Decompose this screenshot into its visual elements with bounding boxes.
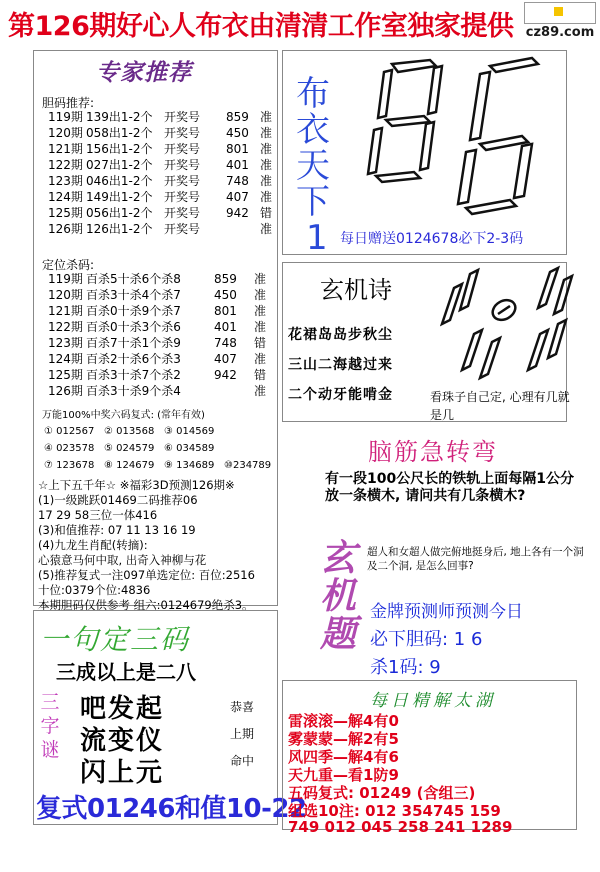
poem-line: 三山二海越过来	[288, 357, 393, 373]
pos-period: 123期	[48, 336, 83, 350]
site-label: cz89.com	[525, 25, 595, 40]
meiri-line: 天九重—看1防9	[288, 766, 399, 784]
xuanjiti-title	[318, 540, 358, 654]
yiju-line: 三成以上是二八	[56, 660, 196, 684]
dan-result: 859	[226, 110, 249, 124]
forecast-line: (5)推荐复式一注097单选定位: 百位:2516	[38, 568, 255, 582]
gongxi-text: 上期	[230, 727, 255, 741]
xuanji-title: 玄机诗	[320, 276, 392, 304]
xuanji-note: 看珠子自己定, 心理有几就是几	[430, 390, 570, 422]
dan-status: 准	[260, 174, 273, 188]
pos-period: 121期	[48, 304, 83, 318]
combo-label: 万能100%中奖六码复式: (常年有效)	[42, 410, 205, 421]
riddle-phrase: 闪上元	[80, 758, 165, 788]
pos-period: 124期	[48, 352, 83, 366]
meiri-line: 风四季—解4有6	[288, 748, 399, 766]
pos-result: 748	[214, 336, 237, 350]
fushi-text: 复式01246和值10-22	[36, 794, 307, 824]
hand-drawn-86-icon	[362, 52, 567, 227]
dan-result: 401	[226, 158, 249, 172]
dan-period: 120期	[48, 126, 83, 140]
dan-num: 046出1-2个	[86, 174, 153, 188]
dan-status: 准	[260, 190, 273, 204]
pos-num: 百杀0十杀3个杀6	[86, 320, 181, 334]
dan-open: 开奖号	[164, 222, 201, 236]
xuanjiti-char: 题	[319, 614, 356, 655]
sha-code: 杀1码: 9	[370, 657, 441, 678]
dan-num: 149出1-2个	[86, 190, 153, 204]
riddle-phrase: 吧发起	[80, 694, 165, 724]
pos-num: 百杀0十杀9个杀7	[86, 304, 181, 318]
dan-open: 开奖号	[164, 158, 201, 172]
expert-title: 专家推荐	[96, 60, 192, 86]
dan-period: 122期	[48, 158, 83, 172]
pos-status: 错	[254, 336, 267, 350]
pos-status: 准	[254, 352, 267, 366]
sanzi-char: 谜	[40, 739, 60, 761]
dan-num: 139出1-2个	[86, 110, 153, 124]
combo-item: ③ 014569	[164, 426, 215, 437]
dan-code: 必下胆码: 1 6	[370, 629, 483, 650]
dan-num: 056出1-2个	[86, 206, 153, 220]
daily-gift: 每日赠送0124678必下2-3码	[340, 231, 524, 247]
pos-result: 450	[214, 288, 237, 302]
dan-period: 126期	[48, 222, 83, 236]
pos-result: 407	[214, 352, 237, 366]
forecast-line: 本期胆码仅供参考 组六:0124679绝杀3。	[38, 598, 254, 612]
forecast-line: 十位:0379个位:4836	[38, 583, 151, 597]
dan-result: 748	[226, 174, 249, 188]
combo-item: ⑤ 024579	[104, 443, 155, 454]
dan-result: 407	[226, 190, 249, 204]
site-badge[interactable]	[524, 2, 596, 40]
site-logo-icon	[554, 7, 563, 16]
dan-result: 801	[226, 142, 249, 156]
buyi-char: 天	[296, 146, 330, 186]
combo-item: ⑩234789	[224, 460, 272, 471]
pos-result: 942	[214, 368, 237, 382]
meiri-title: 每日精解太湖	[370, 691, 496, 711]
dan-period: 121期	[48, 142, 83, 156]
meiri-line: 五码复式: 01249 (含组三)	[288, 784, 476, 802]
dan-period: 123期	[48, 174, 83, 188]
forecast-line: (3)和值推荐: 07 11 13 16 19	[38, 523, 196, 537]
riddle-text: 超人和女超人做完俯地挺身后, 地上各有一个洞及二个洞, 是怎么回事?	[367, 546, 584, 572]
pos-num: 百杀5十杀6个杀8	[86, 272, 181, 286]
pos-num: 百杀2十杀6个杀3	[86, 352, 181, 366]
pos-num: 百杀7十杀1个杀9	[86, 336, 181, 350]
combo-item: ② 013568	[104, 426, 155, 437]
combo-item: ④ 023578	[44, 443, 95, 454]
pos-period: 120期	[48, 288, 83, 302]
dan-open: 开奖号	[164, 206, 201, 220]
forecast-line: 17 29 58三位一体416	[38, 508, 158, 522]
pos-period: 126期	[48, 384, 83, 398]
sanzi-label	[36, 690, 64, 762]
combo-item: ⑦ 123678	[44, 460, 95, 471]
yiju-title: 一句定三码	[40, 623, 191, 656]
buyi-char: 衣	[296, 110, 330, 150]
sanzi-char: 字	[40, 715, 60, 737]
pos-period: 119期	[48, 272, 83, 286]
dan-status: 准	[260, 222, 273, 236]
pos-status: 准	[254, 272, 267, 286]
gongxi-text: 命中	[230, 754, 255, 768]
buyi-char: 下	[296, 182, 330, 222]
jinpai-text: 金牌预测师预测今日	[370, 602, 523, 622]
forecast-line: (1)一级跳跃01469二码推荐06	[38, 493, 198, 507]
dan-open: 开奖号	[164, 190, 201, 204]
dan-open: 开奖号	[164, 110, 201, 124]
pos-period: 122期	[48, 320, 83, 334]
dan-label: 胆码推荐:	[42, 96, 95, 110]
naojin-question: 有一段100公尺长的铁轨上面每隔1公分放一条横木, 请问共有几条横木?	[325, 471, 574, 504]
pos-label: 定位杀码:	[42, 258, 95, 272]
dan-status: 准	[260, 110, 273, 124]
dan-open: 开奖号	[164, 174, 201, 188]
pos-status: 错	[254, 368, 267, 382]
dan-open: 开奖号	[164, 126, 201, 140]
naojin-title: 脑筋急转弯	[368, 438, 498, 466]
buyi-char: 1	[306, 218, 328, 258]
riddle-phrase: 流变仪	[80, 726, 165, 756]
meiri-line: 749 012 045 258 241 1289	[288, 818, 513, 836]
dan-num: 156出1-2个	[86, 142, 153, 156]
poem-line: 二个动牙能啃金	[288, 387, 393, 403]
pos-result: 801	[214, 304, 237, 318]
pos-period: 125期	[48, 368, 83, 382]
pos-result: 401	[214, 320, 237, 334]
pos-status: 准	[254, 384, 267, 398]
xuanjiti-char: 机	[319, 576, 356, 617]
beads-drawing-icon	[440, 262, 580, 387]
meiri-line: 雷滚滚—解4有0	[288, 712, 399, 730]
pos-status: 准	[254, 304, 267, 318]
meiri-line: 雾蒙蒙—解2有5	[288, 730, 399, 748]
pos-status: 准	[254, 288, 267, 302]
dan-status: 准	[260, 158, 273, 172]
dan-num: 126出1-2个	[86, 222, 153, 236]
combo-item: ① 012567	[44, 426, 95, 437]
dan-status: 准	[260, 126, 273, 140]
buyi-char: 布	[296, 74, 330, 114]
pos-result: 859	[214, 272, 237, 286]
gongxi-text: 恭喜	[230, 700, 255, 714]
dan-period: 125期	[48, 206, 83, 220]
forecast-line: ☆上下五千年☆ ※福彩3D预测126期※	[38, 478, 235, 492]
pos-num: 百杀3十杀4个杀7	[86, 288, 181, 302]
dan-status: 准	[260, 142, 273, 156]
pos-num: 百杀3十杀9个杀4	[86, 384, 181, 398]
dan-open: 开奖号	[164, 142, 201, 156]
dan-status: 错	[260, 206, 273, 220]
pos-status: 准	[254, 320, 267, 334]
forecast-line: (4)九龙生肖配(转摘):	[38, 538, 148, 552]
dan-result: 942	[226, 206, 249, 220]
dan-result: 450	[226, 126, 249, 140]
meiri-line: 组选10注: 012 354745 159	[288, 802, 501, 820]
dan-period: 124期	[48, 190, 83, 204]
xuanjiti-char: 玄	[319, 538, 356, 579]
forecast-line: 心猿意马何中取, 出奇入神柳与花	[38, 553, 207, 567]
poem-line: 花裙岛岛步秋尘	[288, 327, 393, 343]
dan-period: 119期	[48, 110, 83, 124]
combo-item: ⑥ 034589	[164, 443, 215, 454]
combo-item: ⑧ 124679	[104, 460, 155, 471]
sanzi-char: 三	[40, 691, 60, 713]
dan-num: 058出1-2个	[86, 126, 153, 140]
pos-num: 百杀3十杀7个杀2	[86, 368, 181, 382]
dan-num: 027出1-2个	[86, 158, 153, 172]
page-title: 第126期好心人布衣由清清工作室独家提供	[8, 11, 514, 42]
combo-item: ⑨ 134689	[164, 460, 215, 471]
